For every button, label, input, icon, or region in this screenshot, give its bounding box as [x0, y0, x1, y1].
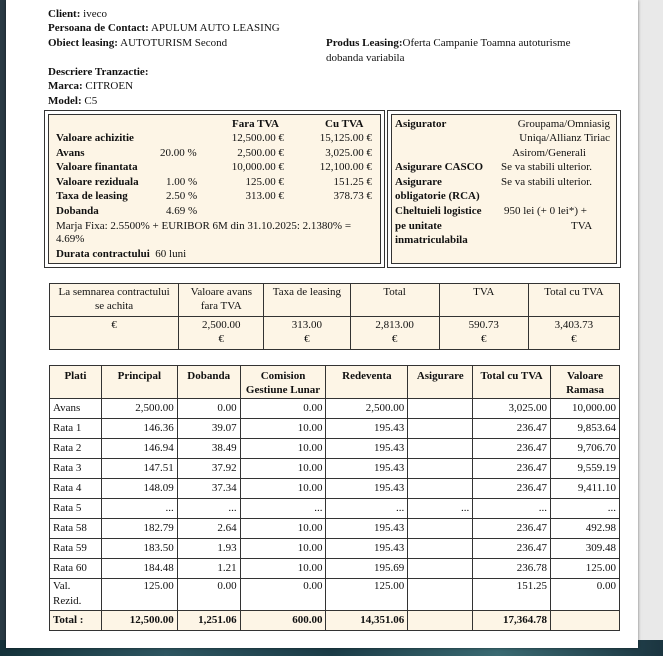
schedule-cell: 10.00 [240, 459, 326, 479]
schedule-cell: 236.47 [473, 419, 551, 439]
logistic-label: Cheltuieli logistice [395, 205, 482, 217]
schedule-cell: 236.47 [473, 539, 551, 559]
schedule-cell: 0.00 [551, 579, 620, 611]
fin-row-label: Valoare achizitie [56, 132, 134, 144]
schedule-cell: 125.00 [326, 579, 408, 611]
schedule-header-cell: Principal [101, 366, 177, 399]
schedule-header-cell: Asigurare [408, 366, 473, 399]
schedule-cell: 3,025.00 [473, 399, 551, 419]
schedule-cell [408, 439, 473, 459]
schedule-row [50, 519, 620, 539]
fin-row-no-vat: 2,500.00 € [237, 147, 284, 159]
schedule-cell: 2,500.00 [326, 399, 408, 419]
schedule-cell: 195.43 [326, 539, 408, 559]
schedule-cell: 125.00 [101, 579, 177, 611]
schedule-cell [551, 611, 620, 631]
insurer-value-3: Asirom/Generali [512, 147, 586, 159]
col-no-vat-header: Fara TVA [232, 118, 279, 130]
schedule-cell: Rata 3 [50, 459, 102, 479]
signing-value-row [50, 317, 620, 350]
object-line: Obiect leasing: AUTOTURISM Second [48, 37, 228, 49]
schedule-cell: Rata 5 [50, 499, 102, 519]
fin-row-no-vat: 313.00 € [245, 190, 284, 202]
casco-value: Se va stabili ulterior. [501, 161, 593, 173]
signing-header-row [50, 284, 620, 317]
schedule-cell: 148.09 [101, 479, 177, 499]
schedule-cell: 10.00 [240, 539, 326, 559]
product-line: Produs Leasing:Oferta Campanie Toamna autoturisme [326, 37, 571, 49]
schedule-cell: 195.43 [326, 519, 408, 539]
schedule-cell: 9,706.70 [551, 439, 620, 459]
schedule-cell: 125.00 [551, 559, 620, 579]
model-line: Model: C5 [48, 95, 98, 107]
schedule-cell: 10,000.00 [551, 399, 620, 419]
schedule-cell [408, 399, 473, 419]
schedule-row [50, 559, 620, 579]
schedule-cell: 2.64 [177, 519, 240, 539]
schedule-row [50, 579, 620, 611]
schedule-cell: 147.51 [101, 459, 177, 479]
brand-line: Marca: CITROEN [48, 80, 134, 92]
schedule-cell: 10.00 [240, 439, 326, 459]
schedule-cell: ... [101, 499, 177, 519]
schedule-header-cell: Plati [50, 366, 102, 399]
schedule-cell: 183.50 [101, 539, 177, 559]
fin-row-label: Avans [56, 147, 85, 159]
schedule-cell: 0.00 [240, 579, 326, 611]
schedule-cell [408, 519, 473, 539]
schedule-cell: 0.00 [240, 399, 326, 419]
schedule-cell: 146.94 [101, 439, 177, 459]
logistic-value-2: TVA [571, 220, 593, 232]
fin-row-pct: 20.00 % [160, 147, 197, 159]
signing-value-cell: € [50, 317, 179, 350]
schedule-cell: 195.43 [326, 459, 408, 479]
schedule-header-row [50, 366, 620, 399]
fin-row-label: Valoare finantata [56, 161, 138, 173]
margin-line: Marja Fixa: 2.5500% + EURIBOR 6M din 31.10.2025: 2.1380% = [56, 220, 352, 232]
schedule-cell: 17,364.78 [473, 611, 551, 631]
schedule-cell: 14,351.06 [326, 611, 408, 631]
schedule-cell: 1.21 [177, 559, 240, 579]
schedule-cell: ... [473, 499, 551, 519]
schedule-cell: 1,251.06 [177, 611, 240, 631]
schedule-cell [408, 559, 473, 579]
signing-header-cell: Valoare avans fara TVA [179, 284, 264, 317]
signing-header-cell: Total cu TVA [528, 284, 619, 317]
schedule-cell: 195.43 [326, 419, 408, 439]
schedule-cell: 10.00 [240, 519, 326, 539]
signing-value-cell: 590.73 € [439, 317, 528, 350]
schedule-cell: 492.98 [551, 519, 620, 539]
schedule-cell: 195.69 [326, 559, 408, 579]
product-line-2: dobanda variabila [326, 52, 405, 64]
rca-label: Asigurare [395, 176, 442, 188]
schedule-cell: 146.36 [101, 419, 177, 439]
viewer-scrollbar-area[interactable] [638, 0, 663, 640]
schedule-header-cell: Valoare Ramasa [551, 366, 620, 399]
signing-value-cell: 3,403.73 € [528, 317, 619, 350]
schedule-cell: 37.92 [177, 459, 240, 479]
signing-value-cell: 2,813.00 € [350, 317, 439, 350]
schedule-row [50, 539, 620, 559]
schedule-cell: 236.47 [473, 479, 551, 499]
schedule-cell: Rata 1 [50, 419, 102, 439]
margin-line-2: 4.69% [56, 233, 85, 245]
schedule-cell: 184.48 [101, 559, 177, 579]
schedule-cell [408, 479, 473, 499]
schedule-cell: 195.43 [326, 439, 408, 459]
schedule-cell: 309.48 [551, 539, 620, 559]
signing-value-cell: 2,500.00 € [179, 317, 264, 350]
schedule-cell: 10.00 [240, 479, 326, 499]
schedule-cell: Rata 59 [50, 539, 102, 559]
schedule-total-row [50, 611, 620, 631]
signing-header-cell: TVA [439, 284, 528, 317]
schedule-cell: 236.78 [473, 559, 551, 579]
signing-header-cell: La semnarea contractului se achita [50, 284, 179, 317]
schedule-cell: Total : [50, 611, 102, 631]
insurer-value: Groupama/Omniasig [517, 118, 610, 130]
fin-row-vat: 12,100.00 € [319, 161, 372, 173]
fin-row-vat: 378.73 € [333, 190, 372, 202]
rca-label-2: obligatorie (RCA) [395, 190, 480, 202]
schedule-cell: 1.93 [177, 539, 240, 559]
schedule-cell: ... [551, 499, 620, 519]
schedule-cell: 9,411.10 [551, 479, 620, 499]
fin-row-vat: 3,025.00 € [325, 147, 372, 159]
schedule-header-cell: Total cu TVA [473, 366, 551, 399]
schedule-cell: 9,559.19 [551, 459, 620, 479]
schedule-cell: Rata 2 [50, 439, 102, 459]
contact-line: Persoana de Contact: APULUM AUTO LEASING [48, 22, 280, 34]
schedule-cell: 236.47 [473, 519, 551, 539]
schedule-cell [408, 539, 473, 559]
schedule-cell [408, 419, 473, 439]
fin-row-no-vat: 12,500.00 € [231, 132, 284, 144]
schedule-cell: Rata 4 [50, 479, 102, 499]
insurer-label: Asigurator [395, 118, 447, 130]
schedule-cell: 38.49 [177, 439, 240, 459]
schedule-header-cell: Comision Gestiune Lunar [240, 366, 326, 399]
logistic-label-3: inmatriculabila [395, 234, 468, 246]
schedule-cell: 182.79 [101, 519, 177, 539]
schedule-header-cell: Redeventa [326, 366, 408, 399]
schedule-cell [408, 611, 473, 631]
schedule-cell: ... [326, 499, 408, 519]
schedule-cell: 151.25 [473, 579, 551, 611]
schedule-cell: 2,500.00 [101, 399, 177, 419]
signing-table [49, 283, 620, 350]
schedule-cell: Rata 58 [50, 519, 102, 539]
schedule-cell: ... [408, 499, 473, 519]
document-page [6, 0, 638, 648]
schedule-cell: 10.00 [240, 559, 326, 579]
fin-row-label: Dobanda [56, 205, 99, 217]
schedule-row [50, 399, 620, 419]
schedule-cell [408, 579, 473, 611]
schedule-cell: 0.00 [177, 399, 240, 419]
casco-label: Asigurare CASCO [395, 161, 484, 173]
rca-value: Se va stabili ulterior. [501, 176, 593, 188]
schedule-cell [408, 459, 473, 479]
schedule-cell: Avans [50, 399, 102, 419]
schedule-cell: 37.34 [177, 479, 240, 499]
schedule-row [50, 419, 620, 439]
client-line: Client: iveco [48, 8, 107, 20]
schedule-row [50, 459, 620, 479]
fin-row-vat: 15,125.00 € [319, 132, 372, 144]
schedule-row [50, 439, 620, 459]
schedule-table [49, 365, 620, 631]
schedule-header-cell: Dobanda [177, 366, 240, 399]
insurer-value-2: Uniqa/Allianz Tiriac [519, 132, 610, 144]
fin-row-no-vat: 125.00 € [245, 176, 284, 188]
fin-row-pct: 2.50 % [166, 190, 198, 202]
schedule-cell: Val. Rezid. [50, 579, 102, 611]
duration-line: Durata contractului 60 luni [56, 248, 187, 260]
logistic-value: 950 lei (+ 0 lei*) + [504, 205, 587, 217]
schedule-cell: 12,500.00 [101, 611, 177, 631]
fin-row-label: Valoare reziduala [56, 176, 139, 188]
schedule-cell: 39.07 [177, 419, 240, 439]
schedule-cell: 195.43 [326, 479, 408, 499]
signing-header-cell: Total [350, 284, 439, 317]
schedule-cell: ... [177, 499, 240, 519]
schedule-cell: 10.00 [240, 419, 326, 439]
fin-row-vat: 151.25 € [333, 176, 372, 188]
schedule-cell: 236.47 [473, 439, 551, 459]
schedule-cell: Rata 60 [50, 559, 102, 579]
fin-row-pct: 1.00 % [166, 176, 198, 188]
fin-row-label: Taxa de leasing [56, 190, 128, 202]
signing-header-cell: Taxa de leasing [264, 284, 350, 317]
schedule-row [50, 499, 620, 519]
fin-row-no-vat: 10,000.00 € [231, 161, 284, 173]
schedule-cell: 236.47 [473, 459, 551, 479]
schedule-cell: ... [240, 499, 326, 519]
schedule-cell: 600.00 [240, 611, 326, 631]
schedule-row [50, 479, 620, 499]
description-label: Descriere Tranzactie: [48, 66, 149, 78]
schedule-cell: 9,853.64 [551, 419, 620, 439]
fin-row-pct: 4.69 % [166, 205, 198, 217]
col-vat-header: Cu TVA [325, 118, 364, 130]
logistic-label-2: pe unitate [395, 220, 442, 232]
signing-value-cell: 313.00 € [264, 317, 350, 350]
schedule-cell: 0.00 [177, 579, 240, 611]
